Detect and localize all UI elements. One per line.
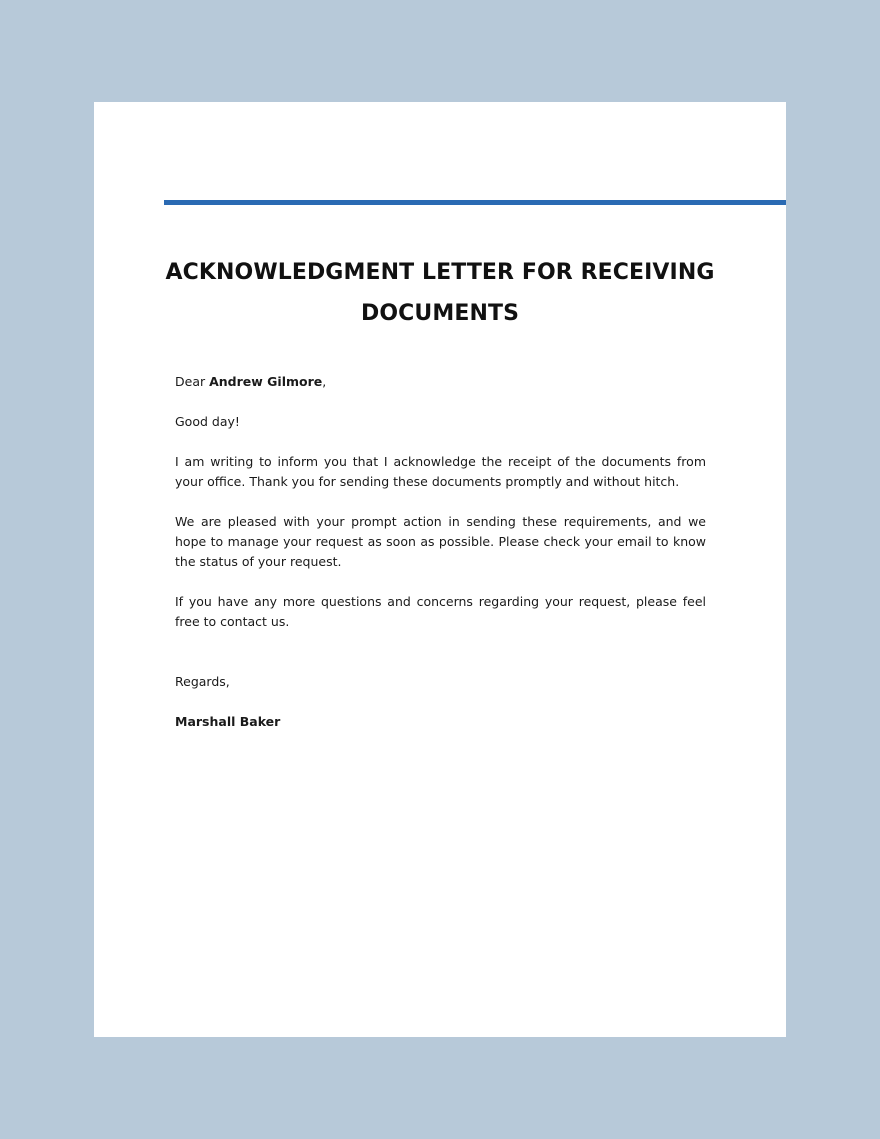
recipient-name: Andrew Gilmore: [209, 374, 323, 389]
greeting: Good day!: [175, 414, 240, 429]
paragraph-receipt: I am writing to inform you that I acknowledge the receipt of the documents from your office. Thank you for sending these documents promptly and without hitch.: [175, 454, 706, 489]
paragraph-contact: If you have any more questions and concerns regarding your request, please feel free to contact us.: [175, 594, 706, 629]
signature: Marshall Baker: [175, 714, 281, 729]
letter-body: [175, 372, 706, 752]
closing: Regards,: [175, 674, 230, 689]
letter-page: [94, 102, 786, 1037]
letter-title: ACKNOWLEDGMENT LETTER FOR RECEIVING DOCUMENTS: [165, 260, 715, 326]
salutation-prefix: Dear: [175, 374, 210, 389]
paragraph-action: We are pleased with your prompt action in sending these requirements, and we hope to manage your request as soon as possible. Please check your email to know the status of your request.: [175, 514, 706, 569]
salutation: [175, 372, 706, 392]
salutation-suffix: ,: [322, 374, 327, 389]
accent-rule: [164, 200, 786, 205]
